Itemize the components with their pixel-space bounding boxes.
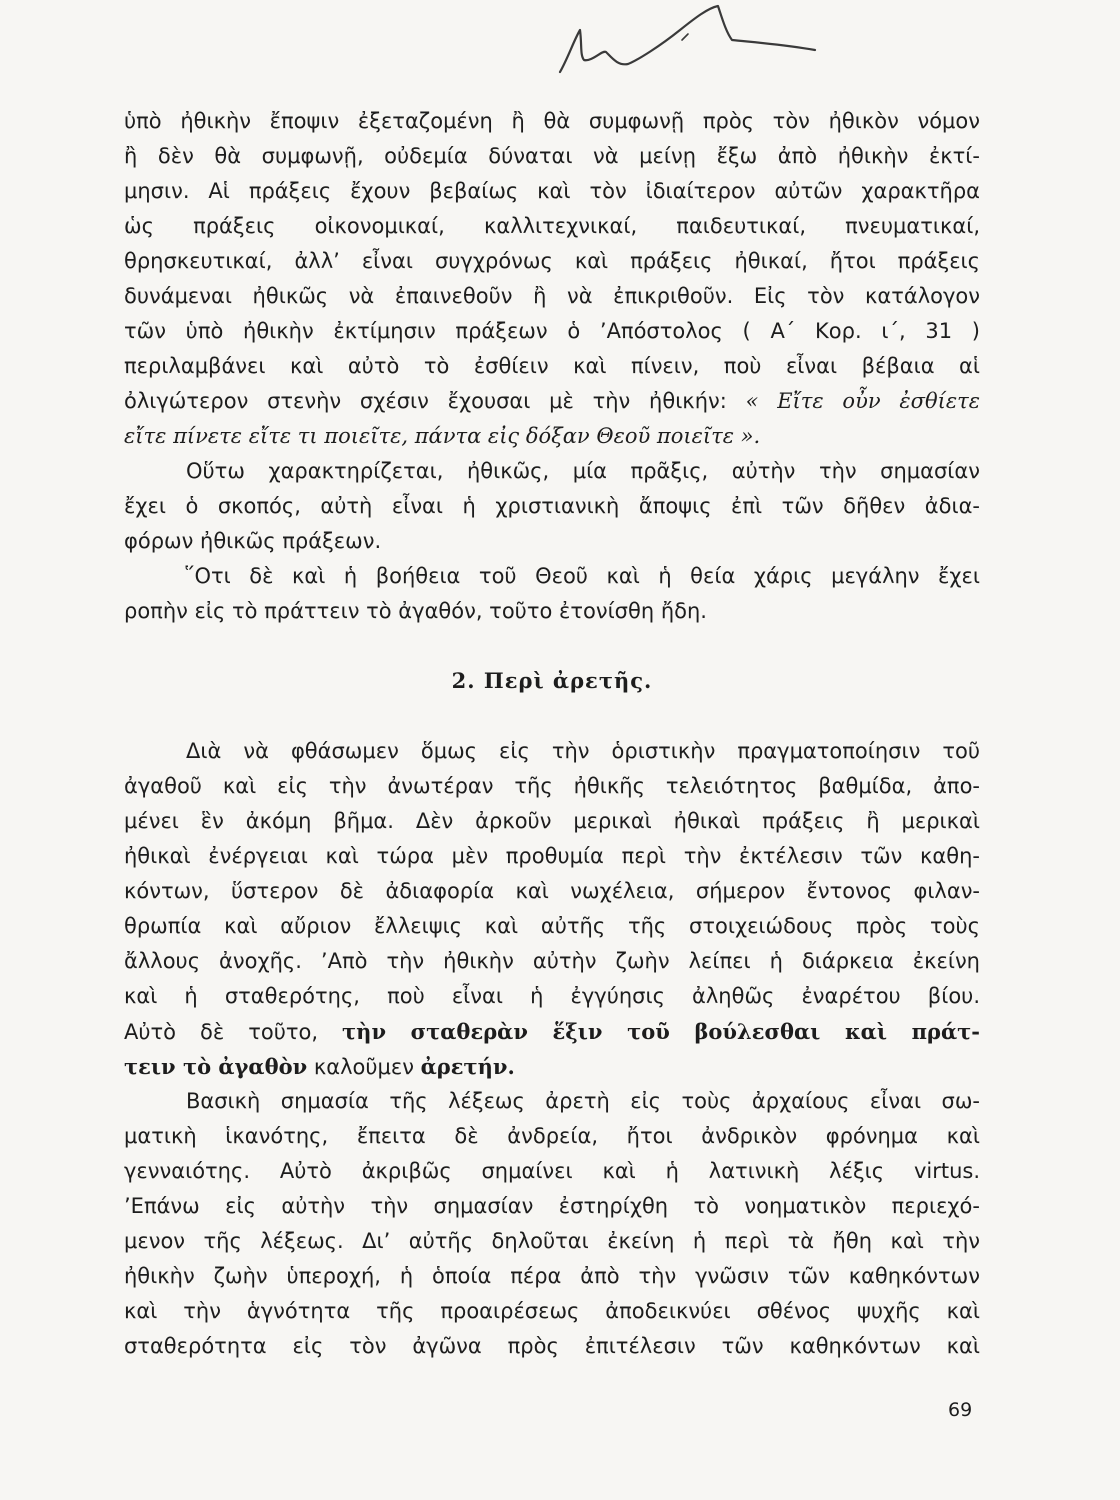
paragraph-2 — [124, 454, 980, 559]
definition-bold: τειν τὸ ἀγαθὸν — [124, 1054, 308, 1079]
definition-bold: τὴν σταθερὰν ἕξιν τοῦ βούλεσθαι καὶ πράτ- — [342, 1019, 980, 1044]
term-arete: ἀρετήν. — [420, 1054, 515, 1079]
text-line: ἢ δὲν θὰ συμφωνῇ, οὐδεμία δύναται νὰ μείνῃ ἔξω ἀπὸ ἠθικὴν ἐκτί- — [124, 144, 980, 168]
text-line: ῞Οτι δὲ καὶ ἡ βοήθεια τοῦ Θεοῦ καὶ ἡ θεία χάρις μεγάλην ἔχει — [184, 564, 980, 588]
paragraph-5 — [124, 1084, 980, 1364]
text-segment: καλοῦμεν — [313, 1055, 414, 1079]
text-line: καὶ ἡ σταθερότης, ποὺ εἶναι ἡ ἐγγύησις ἀληθῶς ἐναρέτου βίου. — [124, 984, 980, 1008]
text-line: ἠθικὴν ζωὴν ὑπεροχή, ἡ ὁποία πέρα ἀπὸ τὴν γνῶσιν τῶν καθηκόντων — [124, 1264, 980, 1288]
text-line: φόρων ἠθικῶς πράξεων. — [124, 529, 382, 553]
text-line: περιλαμβάνει καὶ αὐτὸ τὸ ἐσθίειν καὶ πίνειν, ποὺ εἶναι βέβαια αἱ — [124, 354, 980, 378]
page-text — [124, 104, 980, 1364]
paragraph-3 — [124, 559, 980, 629]
text-line — [124, 384, 980, 419]
text-line: ἄλλους ἀνοχῆς. ’Απὸ τὴν ἠθικὴν αὐτὴν ζωὴν λείπει ἡ διάρκεια ἐκείνη — [124, 949, 980, 973]
text-line: Βασικὴ σημασία τῆς λέξεως ἀρετὴ εἰς τοὺς ἀρχαίους εἶναι σω- — [186, 1089, 980, 1113]
text-line: ἔχει ὁ σκοπός, αὐτὴ εἶναι ἡ χριστιανικὴ ἄποψις ἐπὶ τῶν δῆθεν ἀδια- — [124, 494, 980, 518]
page-number: 69 — [948, 1399, 973, 1421]
paragraph-4 — [124, 734, 980, 1084]
text-line: ἠθικαὶ ἐνέργειαι καὶ τώρα μὲν προθυμία περὶ τὴν ἐκτέλεσιν τῶν καθη- — [124, 844, 980, 868]
paragraph-1 — [124, 104, 980, 454]
text-line: ἀγαθοῦ καὶ εἰς τὴν ἀνωτέραν τῆς ἠθικῆς τελειότητος βαθμίδα, ἀπο- — [124, 774, 980, 798]
text-line — [124, 1049, 980, 1084]
section-heading: 2. Περὶ ἀρετῆς. — [451, 668, 653, 693]
text-line: θρωπία καὶ αὔριον ἔλλειψις καὶ αὐτῆς τῆς στοιχειώδους πρὸς τοὺς — [124, 914, 980, 938]
text-line: καὶ τὴν ἁγνότητα τῆς προαιρέσεως ἀποδεικνύει σθένος ψυχῆς καὶ — [124, 1299, 980, 1323]
text-line: Οὕτω χαρακτηρίζεται, ἠθικῶς, μία πρᾶξις, αὐτὴν τὴν σημασίαν — [186, 459, 980, 483]
text-line: μησιν. Αἱ πράξεις ἔχουν βεβαίως καὶ τὸν ἰδιαίτερον αὐτῶν χαρακτῆρα — [124, 179, 980, 203]
text-segment: Αὐτὸ δὲ τοῦτο, — [124, 1020, 319, 1044]
signature-mark — [550, 0, 840, 95]
scripture-quote: « Εἴτε οὖν ἐσθίετε — [745, 389, 981, 413]
text-line: δυνάμεναι ἠθικῶς νὰ ἐπαινεθοῦν ἢ νὰ ἐπικριθοῦν. Εἰς τὸν κατάλογον — [124, 284, 980, 308]
text-line — [124, 419, 980, 454]
text-line: ὡς πράξεις οἰκονομικαί, καλλιτεχνικαί, παιδευτικαί, πνευματικαί, — [124, 214, 980, 238]
text-line: σταθερότητα εἰς τὸν ἀγῶνα πρὸς ἐπιτέλεσιν τῶν καθηκόντων καὶ — [124, 1334, 980, 1358]
text-segment: ὀλιγώτερον στενὴν σχέσιν ἔχουσαι μὲ τὴν ἠθικήν: — [124, 389, 727, 413]
text-line: γενναιότης. Αὐτὸ ἀκριβῶς σημαίνει καὶ ἡ λατινικὴ λέξις virtus. — [124, 1159, 980, 1183]
text-line — [124, 1014, 980, 1049]
text-line: κόντων, ὕστερον δὲ ἀδιαφορία καὶ νωχέλεια, σήμερον ἔντονος φιλαν- — [124, 879, 980, 903]
text-line: μενον τῆς λέξεως. Δι’ αὐτῆς δηλοῦται ἐκείνη ἡ περὶ τὰ ἤθη καὶ τὴν — [124, 1229, 980, 1253]
text-line: ροπὴν εἰς τὸ πράττειν τὸ ἀγαθόν, τοῦτο ἐτονίσθη ἤδη. — [124, 599, 707, 623]
text-line: ’Επάνω εἰς αὐτὴν τὴν σημασίαν ἐστηρίχθη τὸ νοηματικὸν περιεχό- — [124, 1194, 980, 1218]
text-line: ματικὴ ἱκανότης, ἔπειτα δὲ ἀνδρεία, ἤτοι ἀνδρικὸν φρόνημα καὶ — [124, 1124, 980, 1148]
text-line: θρησκευτικαί, ἀλλ’ εἶναι συγχρόνως καὶ πράξεις ἠθικαί, ἤτοι πράξεις — [124, 249, 980, 273]
text-line: Διὰ νὰ φθάσωμεν ὅμως εἰς τὴν ὁριστικὴν πραγματοποίησιν τοῦ — [186, 739, 980, 763]
text-line: μένει ἓν ἀκόμη βῆμα. Δὲν ἀρκοῦν μερικαὶ ἠθικαὶ πράξεις ἢ μερικαὶ — [124, 809, 980, 833]
text-line: τῶν ὑπὸ ἠθικὴν ἐκτίμησιν πράξεων ὁ ’Απόστολος ( Α΄ Κορ. ι΄, 31 ) — [124, 319, 980, 343]
text-line: ὑπὸ ἠθικὴν ἔποψιν ἐξεταζομένη ἢ θὰ συμφωνῇ πρὸς τὸν ἠθικὸν νόμον — [124, 109, 980, 133]
scripture-quote: εἴτε πίνετε εἴτε τι ποιεῖτε, πάντα εἰς δόξαν Θεοῦ ποιεῖτε ». — [124, 424, 761, 448]
